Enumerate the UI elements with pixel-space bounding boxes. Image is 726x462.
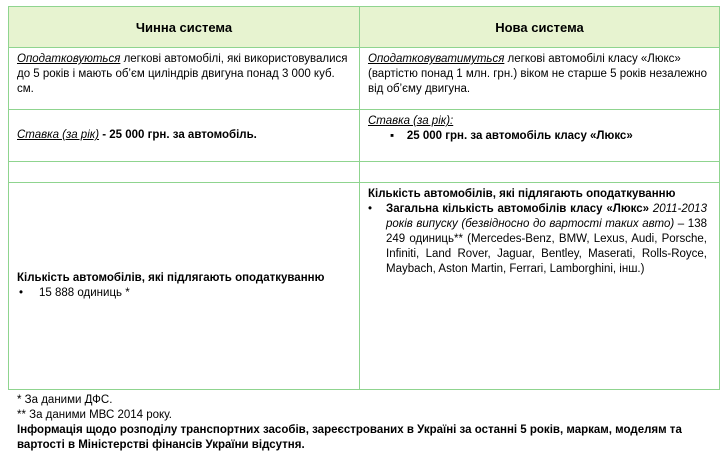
cell-new-rate	[360, 110, 720, 162]
current-count-title: Кількість автомобілів, які підлягають оподаткуванню	[17, 272, 325, 284]
footnote-mvs: ** За даними МВС 2014 року.	[17, 409, 172, 421]
table-row-rate	[9, 110, 720, 162]
current-count-value: 15 888 одиниць *	[39, 287, 130, 299]
new-taxable-prefix: Оподатковуватимуться	[368, 53, 505, 65]
new-rate-label: Ставка (за рік):	[368, 115, 454, 127]
new-count-bullet: •	[368, 203, 373, 215]
current-count-bullet: •	[19, 287, 24, 299]
cell-new-taxable	[360, 48, 720, 110]
footnote-dfs: * За даними ДФС.	[17, 394, 113, 406]
cell-current-count	[9, 183, 360, 390]
new-rate-bullet: ▪	[390, 130, 395, 142]
cell-current-taxable	[9, 48, 360, 110]
cell-new-count	[360, 183, 720, 390]
new-count-item-bold: Загальна кількість автомобілів класу «Люкс»	[386, 203, 650, 215]
new-rate-text: 25 000 грн. за автомобіль класу «Люкс»	[406, 130, 633, 142]
cell-spacer-right	[360, 162, 720, 183]
footnote-info: Інформація щодо розподілу транспортних засобів, зареєстрованих в Україні за останні 5 років, маркам, моделям та вартості в Міністерстві фінансів України відсутня.	[17, 424, 682, 451]
comparison-table	[8, 6, 720, 390]
new-count-title: Кількість автомобілів, які підлягають оподаткуванню	[368, 188, 676, 200]
current-rate-text: - 25 000 грн. за автомобіль.	[99, 129, 257, 141]
new-count-item-italic: 2011-2013 років випуску (безвідносно до вартості таких авто)	[386, 203, 707, 230]
header-current-system: Чинна система	[9, 7, 360, 48]
table-row-spacer	[9, 162, 720, 183]
cell-current-rate	[9, 110, 360, 162]
new-taxable-text: легкові автомобілі класу «Люкс» (вартістю понад 1 млн. грн.) віком не старше 5 років незалежно від об’єму двигуна.	[368, 53, 708, 95]
cell-spacer-left	[9, 162, 360, 183]
new-count-item-text: – 138 249 одиниць** (Mercedes-Benz, BMW, Lexus, Audi, Porsche, Infiniti, Land Rover, Jaguar, Bentley, Maserati, Rolls-Royce, Maybach, Aston Martin, Ferrari, Lamborghini, інш.)	[386, 218, 707, 275]
table-row-vehicle-count	[9, 183, 720, 390]
footnotes	[17, 393, 707, 453]
current-taxable-prefix: Оподатковуються	[17, 53, 121, 65]
current-rate-label: Ставка (за рік)	[17, 129, 100, 141]
table-header-row	[9, 7, 720, 48]
table-row-taxable-objects	[9, 48, 720, 110]
current-taxable-text: легкові автомобілі, які використовувалися до 5 років і мають об’єм циліндрів двигуна понад 3 000 куб. см.	[17, 53, 348, 95]
header-new-system: Нова система	[360, 7, 720, 48]
